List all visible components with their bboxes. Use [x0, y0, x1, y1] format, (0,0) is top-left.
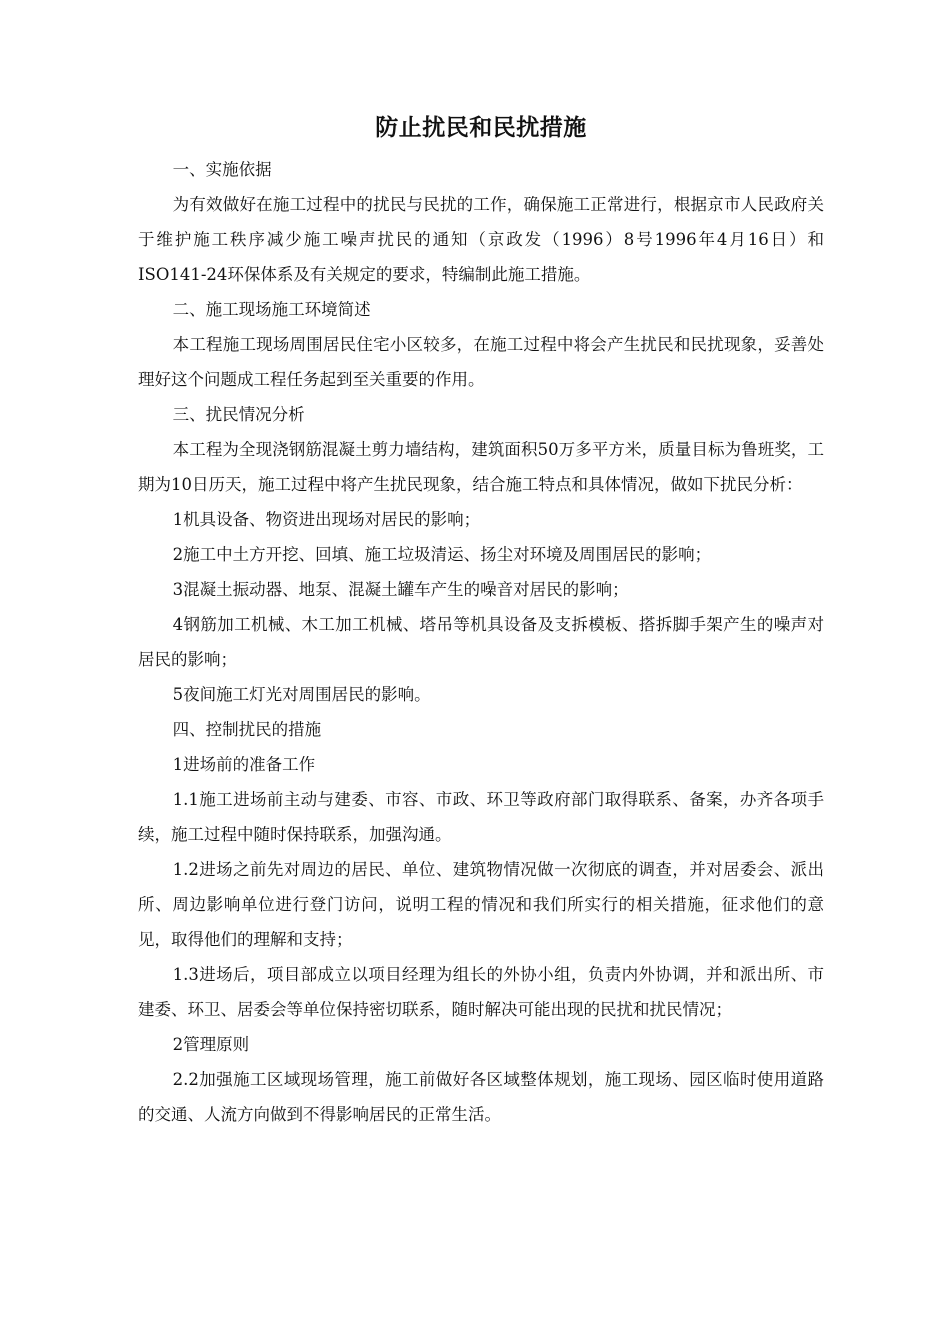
list-item-analysis-5: 5夜间施工灯光对周围居民的影响。 — [172, 685, 431, 704]
subsection-heading-preparation: 1进场前的准备工作 — [172, 755, 316, 774]
section-heading-environment: 二、施工现场施工环境简述 — [172, 300, 371, 319]
paragraph-analysis: 本工程为全现浇钢筋混凝土剪力墙结构，建筑面积50万多平方米，质量目标为鲁班奖，工期为10日历天，施工过程中将产生扰民现象，结合施工特点和具体情况，做如下扰民分析： — [138, 440, 824, 494]
paragraph-measure-2-2: 2.2加强施工区域现场管理，施工前做好各区域整体规划，施工现场、园区临时使用道路的交通、人流方向做到不得影响居民的正常生活。 — [138, 1070, 824, 1124]
section-heading-measures: 四、控制扰民的措施 — [172, 720, 322, 739]
subsection-heading-principles: 2管理原则 — [172, 1035, 250, 1054]
list-item-analysis-1: 1机具设备、物资进出现场对居民的影响； — [172, 510, 481, 529]
paragraph-measure-1-3: 1.3进场后，项目部成立以项目经理为组长的外协小组，负责内外协调，并和派出所、市建委、环卫、居委会等单位保持密切联系，随时解决可能出现的民扰和扰民情况； — [138, 965, 824, 1019]
list-item-analysis-3: 3混凝土振动器、地泵、混凝土罐车产生的噪音对居民的影响； — [172, 580, 629, 599]
list-item-analysis-2: 2施工中土方开挖、回填、施工垃圾清运、扬尘对环境及周围居民的影响； — [172, 545, 712, 564]
document-title: 防止扰民和民扰措施 — [375, 114, 587, 141]
document-body — [138, 108, 824, 1132]
paragraph-basis: 为有效做好在施工过程中的扰民与民扰的工作，确保施工正常进行，根据京市人民政府关于维护施工秩序减少施工噪声扰民的通知（京政发（1996）8号1996年4月16日）和ISO141-24环保体系及有关规定的要求，特编制此施工措施。 — [138, 195, 824, 284]
paragraph-measure-1-2: 1.2进场之前先对周边的居民、单位、建筑物情况做一次彻底的调查，并对居委会、派出所、周边影响单位进行登门访问，说明工程的情况和我们所实行的相关措施，征求他们的意见，取得他们的理解和支持； — [138, 860, 824, 949]
paragraph-measure-1-1: 1.1施工进场前主动与建委、市容、市政、环卫等政府部门取得联系、备案，办齐各项手续，施工过程中随时保持联系，加强沟通。 — [138, 790, 824, 844]
list-item-analysis-4: 4钢筋加工机械、木工加工机械、塔吊等机具设备及支拆模板、搭拆脚手架产生的噪声对居民的影响； — [138, 615, 824, 669]
section-heading-basis: 一、实施依据 — [172, 160, 272, 179]
paragraph-environment: 本工程施工现场周围居民住宅小区较多，在施工过程中将会产生扰民和民扰现象，妥善处理好这个问题成工程任务起到至关重要的作用。 — [138, 335, 824, 389]
section-heading-analysis: 三、扰民情况分析 — [172, 405, 305, 424]
